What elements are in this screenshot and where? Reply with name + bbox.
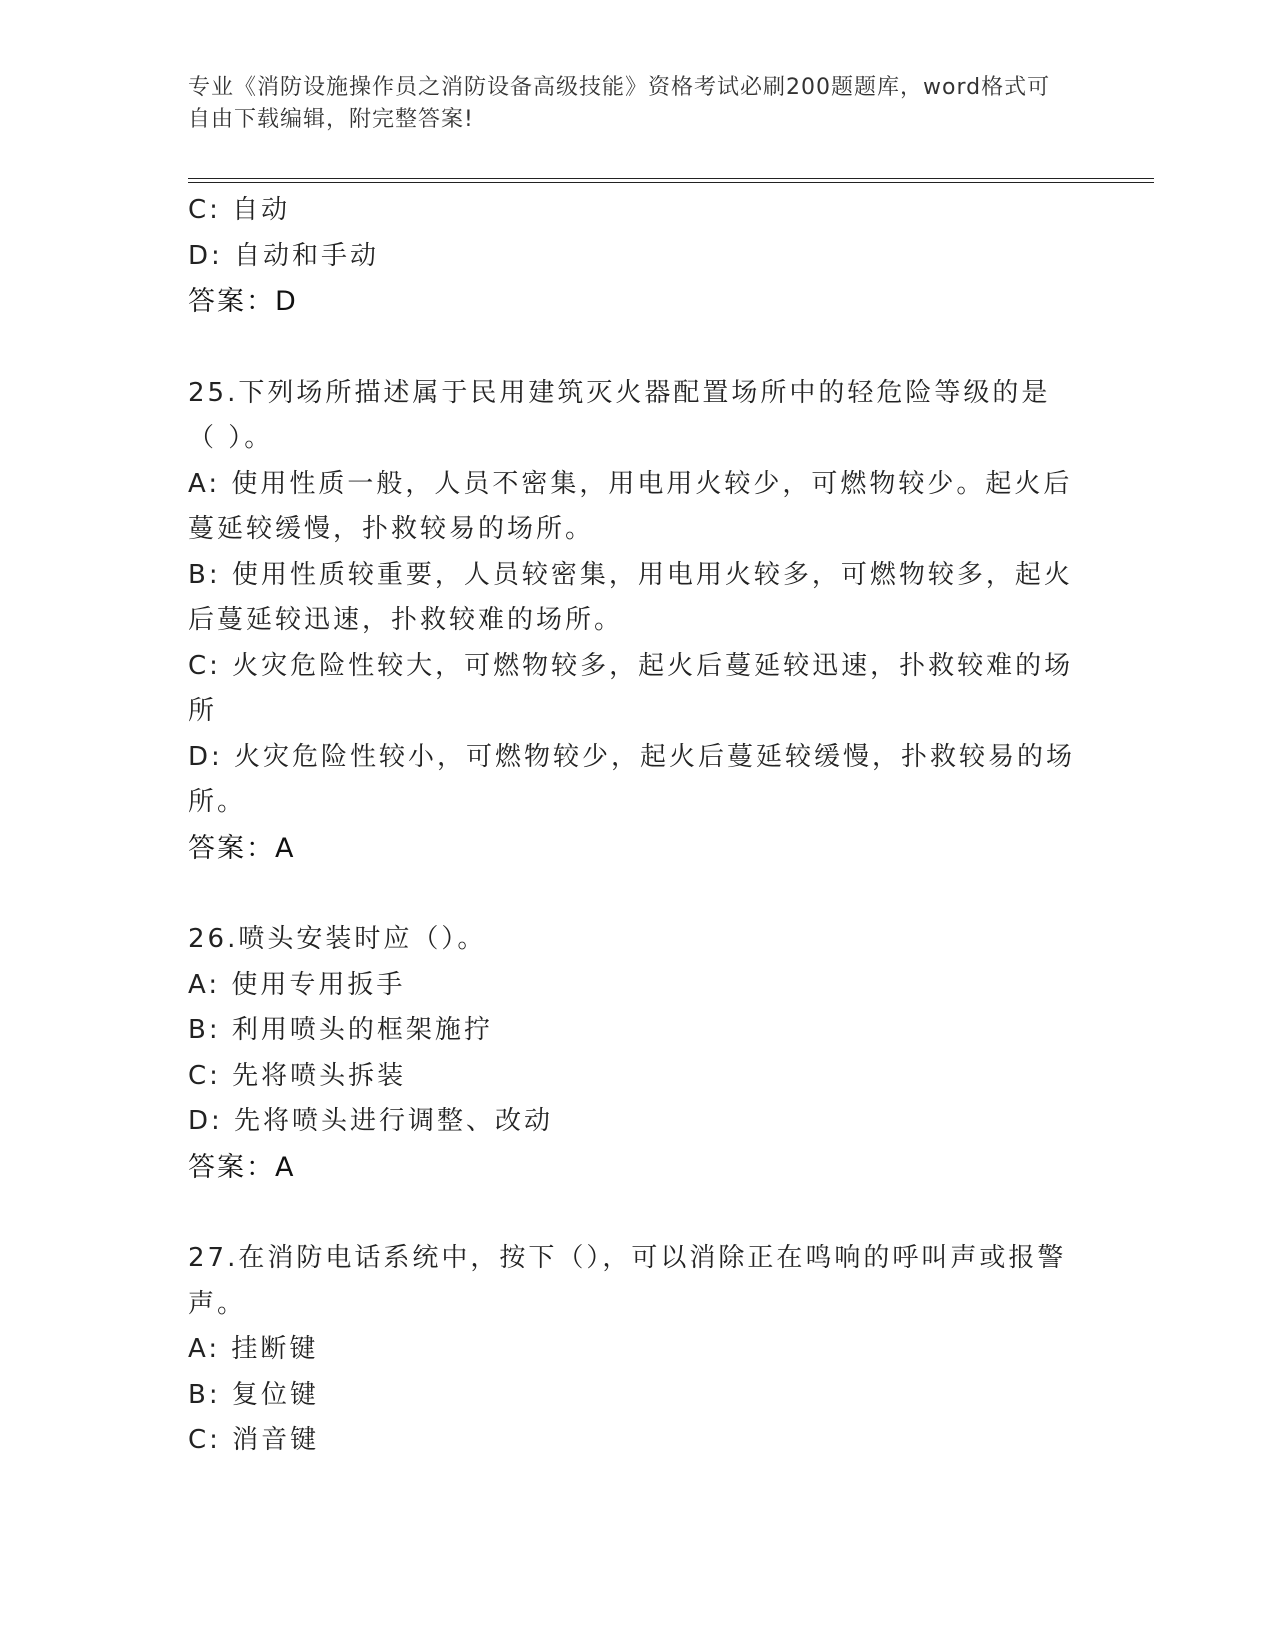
question-stem: 27.在消防电话系统中，按下（），可以消除正在鸣响的呼叫声或报警声。 <box>188 1243 1067 1319</box>
question-stem: 26.喷头安装时应（）。 <box>188 924 487 954</box>
option-c: C: 火灾危险性较大，可燃物较多，起火后蔓延较迅速，扑救较难的场所 <box>188 650 1074 726</box>
header-divider-top <box>188 178 1154 179</box>
option-d: D: 火灾危险性较小，可燃物较少，起火后蔓延较缓慢，扑救较易的场所。 <box>188 741 1076 817</box>
header-divider-bottom <box>188 182 1154 183</box>
question-25 <box>188 371 1078 872</box>
option-d: D: 先将喷头进行调整、改动 <box>188 1106 554 1136</box>
option-b: B: 利用喷头的框架施拧 <box>188 1015 493 1045</box>
option-a: A: 使用性质一般，人员不密集，用电用火较少，可燃物较少。起火后蔓延较缓慢，扑救较易的场所。 <box>188 468 1073 544</box>
answer-line: 答案：A <box>188 1151 296 1183</box>
question-27 <box>188 1236 1078 1464</box>
option-c: C: 自动 <box>188 195 291 225</box>
option-a: A: 挂断键 <box>188 1334 319 1364</box>
question-content <box>188 188 1078 1464</box>
option-b: B: 复位键 <box>188 1379 319 1410</box>
previous-question-block <box>188 188 1078 325</box>
answer-line: 答案：D <box>188 286 298 317</box>
question-26 <box>188 917 1078 1190</box>
option-b: B: 使用性质较重要，人员较密集，用电用火较多，可燃物较多，起火后蔓延较迅速，扑救较难的场所。 <box>188 559 1073 635</box>
question-stem: 25.下列场所描述属于民用建筑灭火器配置场所中的轻危险等级的是（ ）。 <box>188 377 1051 453</box>
document-header: 专业《消防设施操作员之消防设备高级技能》资格考试必刷200题题库，word格式可自由下载编辑，附完整答案! <box>188 75 1051 132</box>
option-d: D: 自动和手动 <box>188 240 380 271</box>
option-c: C: 先将喷头拆装 <box>188 1060 407 1091</box>
answer-line: 答案：A <box>188 832 296 864</box>
option-c: C: 消音键 <box>188 1425 320 1455</box>
option-a: A: 使用专用扳手 <box>188 969 406 1000</box>
